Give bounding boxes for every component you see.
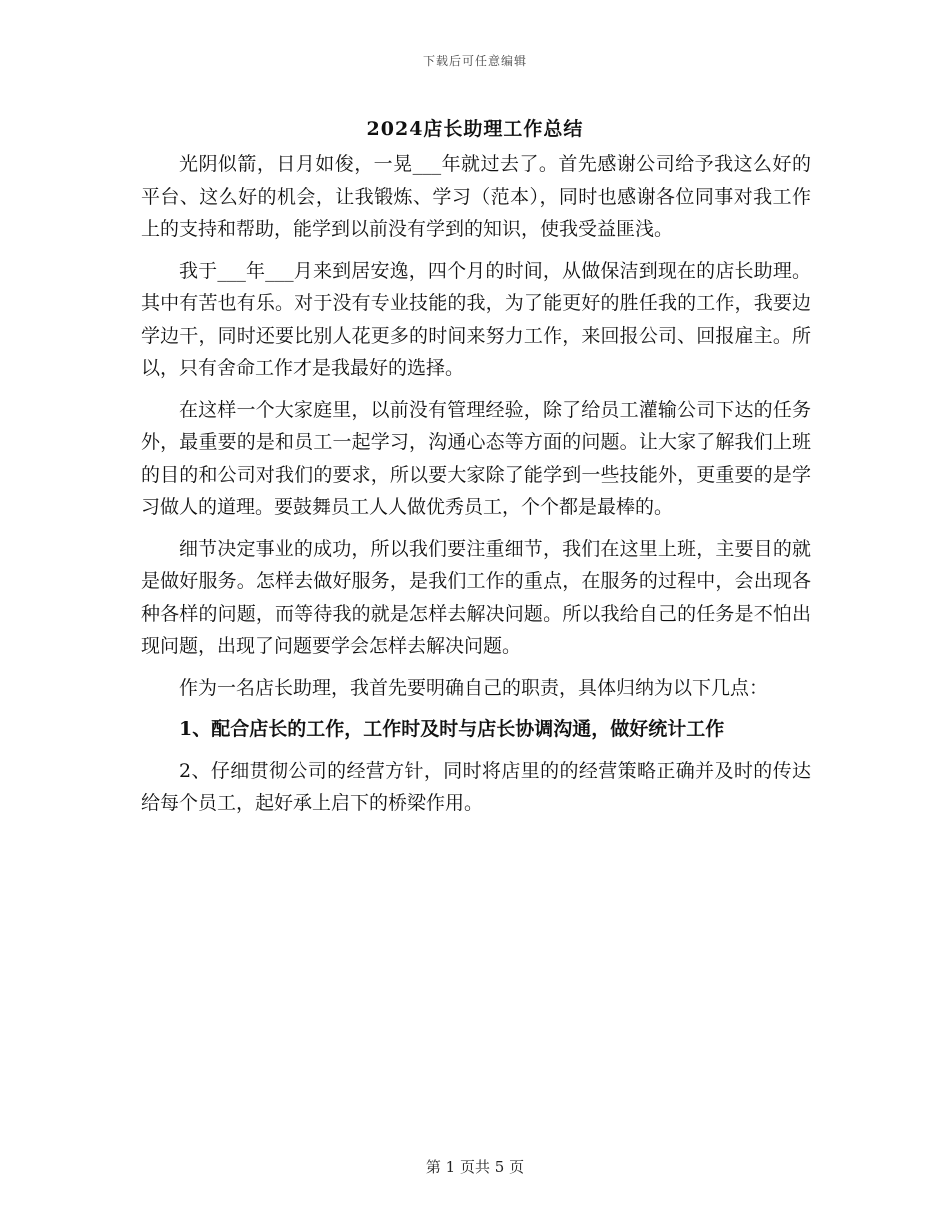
paragraph-3: 在这样一个大家庭里，以前没有管理经验，除了给员工灌输公司下达的任务外，最重要的是和员工一起学习，沟通心态等方面的问题。让大家了解我们上班的目的和公司对我们的要求，所以要大家除了能学到一些技能外，更重要的是学习做人的道理。要鼓舞员工人人做优秀员工，个个都是最棒的。 [141, 398, 811, 518]
page-number: 第 1 页共 5 页 [425, 1158, 525, 1176]
header-note: 下载后可任意编辑 [422, 54, 527, 68]
list-item-1: 1、配合店长的工作，工作时及时与店长协调沟通，做好统计工作 [179, 718, 725, 740]
paragraph-4: 细节决定事业的成功，所以我们要注重细节，我们在这里上班，主要目的就是做好服务。怎样去做好服务，是我们工作的重点，在服务的过程中，会出现各种各样的问题，而等待我的就是怎样去解决问题。所以我给自己的任务是不怕出现问题，出现了问题要学会怎样去解决问题。 [141, 537, 811, 657]
paragraph-1: 光阴似箭，日月如俊，一晃___年就过去了。首先感谢公司给予我这么好的平台、这么好的机会，让我锻炼、学习（范本），同时也感谢各位同事对我工作上的支持和帮助，能学到以前没有学到的知识，使我受益匪浅。 [141, 153, 811, 240]
document-title: 2024店长助理工作总结 [366, 118, 584, 140]
paragraph-5: 作为一名店长助理，我首先要明确自己的职责，具体归纳为以下几点： [179, 676, 769, 699]
paragraph-2: 我于___年___月来到居安逸，四个月的时间，从做保洁到现在的店长助理。其中有苦也有乐。对于没有专业技能的我，为了能更好的胜任我的工作，我要边学边干，同时还要比别人花更多的时间来努力工作，来回报公司、回报雇主。所以，只有舍命工作才是我最好的选择。 [141, 259, 811, 379]
document-body [141, 148, 811, 829]
list-item-2: 2、仔细贯彻公司的经营方针，同时将店里的的经营策略正确并及时的传达给每个员工，起好承上启下的桥梁作用。 [141, 759, 811, 814]
